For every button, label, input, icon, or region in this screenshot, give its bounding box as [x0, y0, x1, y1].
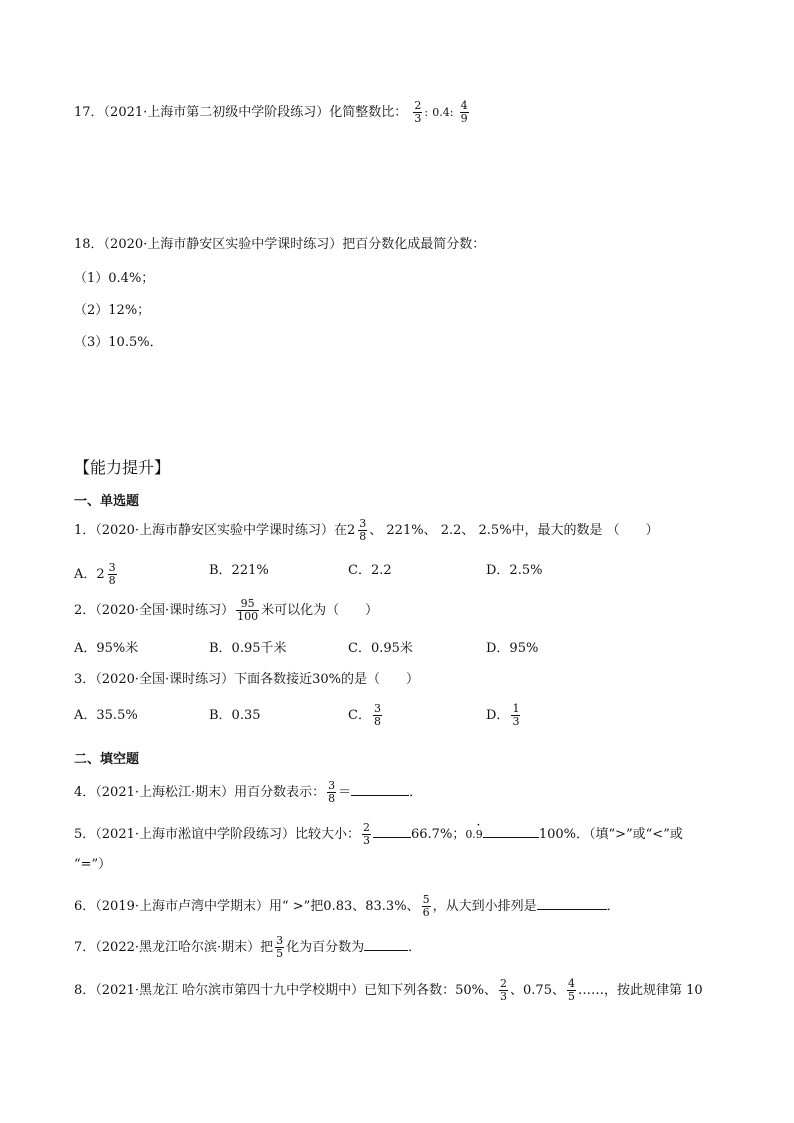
q18-item-2: （2）12%；	[74, 303, 151, 318]
question-5: 5．（2021·上海市淞谊中学阶段练习）比较大小： $\frac{2}{3}$ 66.7%；0.9 · 100%．（填“>”或“<”或	[74, 822, 683, 847]
question-1: 1．（2020·上海市静安区实验中学课时练习）在 2 $\frac{3}{8}$ 、 221%、 2.2、 2.5%中，最大的数是 （ ）	[74, 517, 659, 543]
question-4: 4．（2021·上海松江·期末）用百分数表示： $\frac{3}{8}$ ＝ ．	[74, 779, 423, 805]
q18-item-3: （3）10.5%．	[74, 335, 163, 350]
answer-blank[interactable]	[364, 938, 408, 951]
q3-option-a[interactable]: A．35.5%	[74, 708, 138, 723]
q3-option-d[interactable]: D． $\frac{1}{3}$	[486, 702, 520, 728]
repeating-decimal: 0.9 ·	[465, 826, 483, 844]
fraction: $\frac{4}{9}$	[460, 99, 468, 125]
question-number: 18．	[74, 237, 104, 252]
q1-option-b[interactable]: B．221%	[209, 563, 269, 578]
question-3: 3．（2020·全国·课时练习）下面各数接近30%的是（ ）	[74, 672, 420, 687]
q2-option-a[interactable]: A．95%米	[74, 641, 139, 656]
question-17: 17．（2021·上海市第二初级中学阶段练习）化简整数比： $\frac{2}{3}$ : 0.4: $\frac{4}{9}$	[74, 99, 468, 125]
question-text: 化简整数比：	[329, 105, 408, 120]
q18-item-1: （1）0.4%；	[74, 271, 155, 286]
question-text: 把百分数化成最简分数：	[342, 237, 486, 252]
q1-option-c[interactable]: C．2.2	[348, 563, 392, 578]
part-title-single-choice: 一、单选题	[74, 494, 140, 509]
q1-option-d[interactable]: D．2.5%	[486, 563, 543, 578]
question-18	[74, 236, 485, 254]
question-2: 2．（2020·全国·课时练习） $\frac{95}{100}$ 米可以化为（ ）	[74, 597, 379, 623]
question-6: 6．（2019·上海市卢湾中学期末）用“ >”把0.83、83.3%、 $\frac{5}{6}$ ，从大到小排列是 ．	[74, 893, 620, 919]
answer-blank[interactable]	[373, 825, 411, 838]
q2-option-c[interactable]: C．0.95米	[348, 641, 413, 656]
question-8: 8．（2021·黑龙江 哈尔滨市第四十九中学校期中）已知下列各数：50%、 $\frac{2}{3}$ 、0.75、 $\frac{4}{5}$ ……，按此规律第 10	[74, 977, 703, 1003]
q2-option-b[interactable]: B．0.95千米	[209, 641, 287, 656]
question-7: 7．（2022·黑龙江哈尔滨·期末）把 $\frac{3}{5}$ 化为百分数为 ．	[74, 934, 422, 960]
q2-option-d[interactable]: D．95%	[486, 641, 539, 656]
fraction: $\frac{2}{3}$	[414, 99, 422, 125]
q3-option-b[interactable]: B．0.35	[209, 708, 261, 723]
section-title: 【能力提升】	[74, 458, 171, 477]
question-source: （2021·上海市第二初级中学阶段练习）	[103, 105, 330, 120]
mixed-number: 2 $\frac{3}{8}$	[347, 517, 367, 543]
answer-blank[interactable]	[537, 897, 607, 910]
fraction: $\frac{95}{100}$	[237, 597, 259, 623]
q3-option-c[interactable]: C． $\frac{3}{8}$	[348, 702, 381, 728]
question-number: 17．	[74, 105, 104, 120]
question-source: （2020·上海市静安区实验中学课时练习）	[103, 237, 343, 252]
question-5-continued: “=”）	[74, 857, 112, 872]
q1-option-a[interactable]: A． 2 $\frac{3}{8}$	[74, 561, 116, 587]
part-title-fill-in: 二、填空题	[74, 752, 140, 767]
answer-blank[interactable]	[351, 783, 409, 796]
answer-blank[interactable]	[483, 825, 539, 838]
